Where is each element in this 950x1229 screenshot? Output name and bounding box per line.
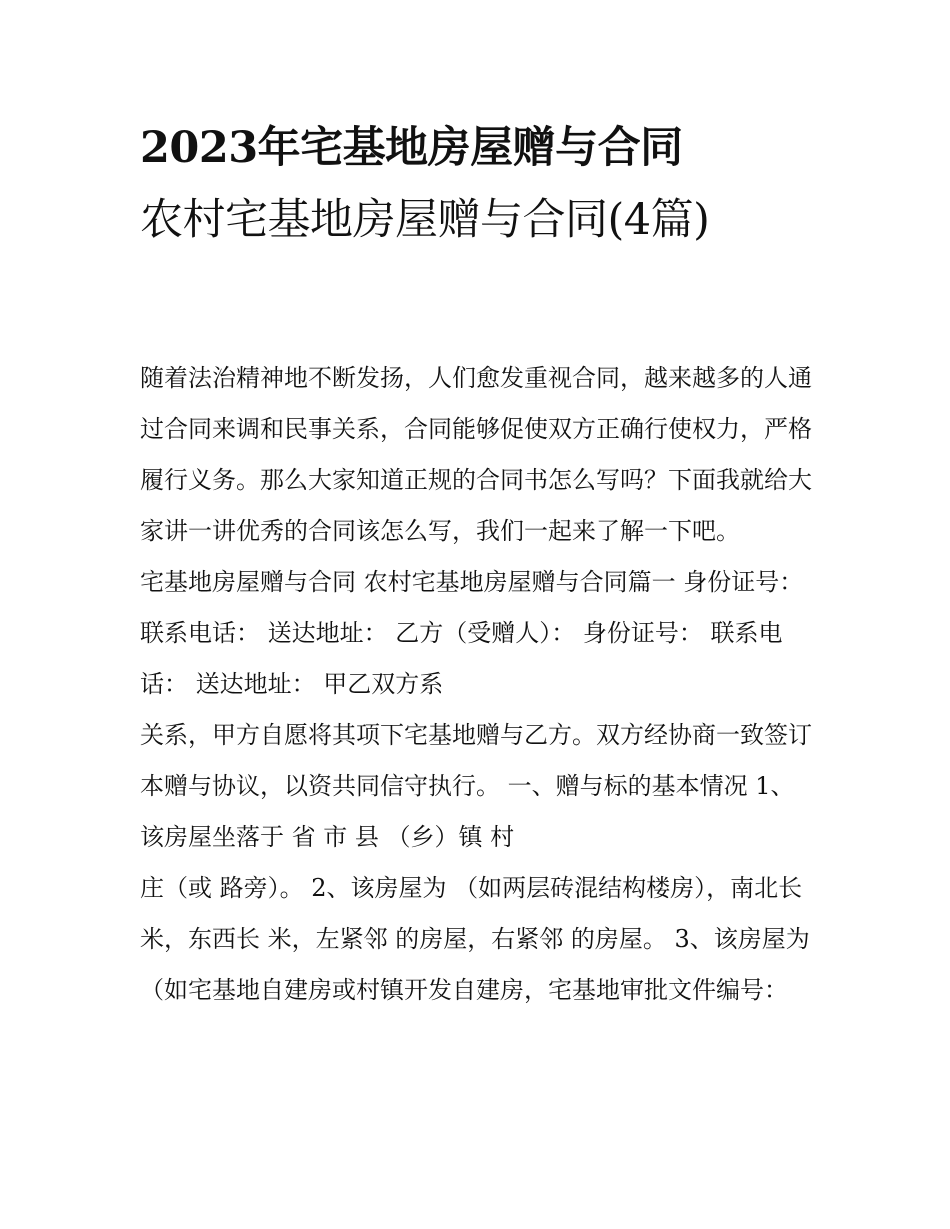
title-line-1: 2023年宅基地房屋赠与合同 xyxy=(140,123,683,173)
paragraph-gift-subject: 关系，甲方自愿将其项下宅基地赠与乙方。双方经协商一致签订本赠与协议，以资共同信守执行。 一、赠与标的基本情况 1、该房屋坐落于 省 市 县 （乡）镇 村 xyxy=(140,721,812,851)
paragraph-house-type: （如宅基地自建房或村镇开发自建房，宅基地审批文件编号： xyxy=(140,976,788,1004)
paragraph-intro: 随着法治精神地不断发扬，人们愈发重视合同，越来越多的人通过合同来调和民事关系，合同能够促使双方正确行使权力，严格履行义务。那么大家知道正规的合同书怎么写吗？下面我就给大家讲一讲优秀的合同该怎么写，我们一起来了解一下吧。 xyxy=(140,364,812,545)
document-title xyxy=(140,112,820,256)
paragraph-house-description: 庄（或 路旁）。 2、该房屋为 （如两层砖混结构楼房），南北长 米，东西长 米，左紧邻 的房屋，右紧邻 的房屋。 3、该房屋为 xyxy=(140,874,810,953)
document-body xyxy=(140,353,816,1016)
paragraph-parties: 宅基地房屋赠与合同 农村宅基地房屋赠与合同篇一 身份证号： 联系电话： 送达地址： 乙方（受赠人）： 身份证号： 联系电话： 送达地址： 甲乙双方系 xyxy=(140,568,804,698)
title-line-2: 农村宅基地房屋赠与合同(4篇) xyxy=(140,195,710,245)
